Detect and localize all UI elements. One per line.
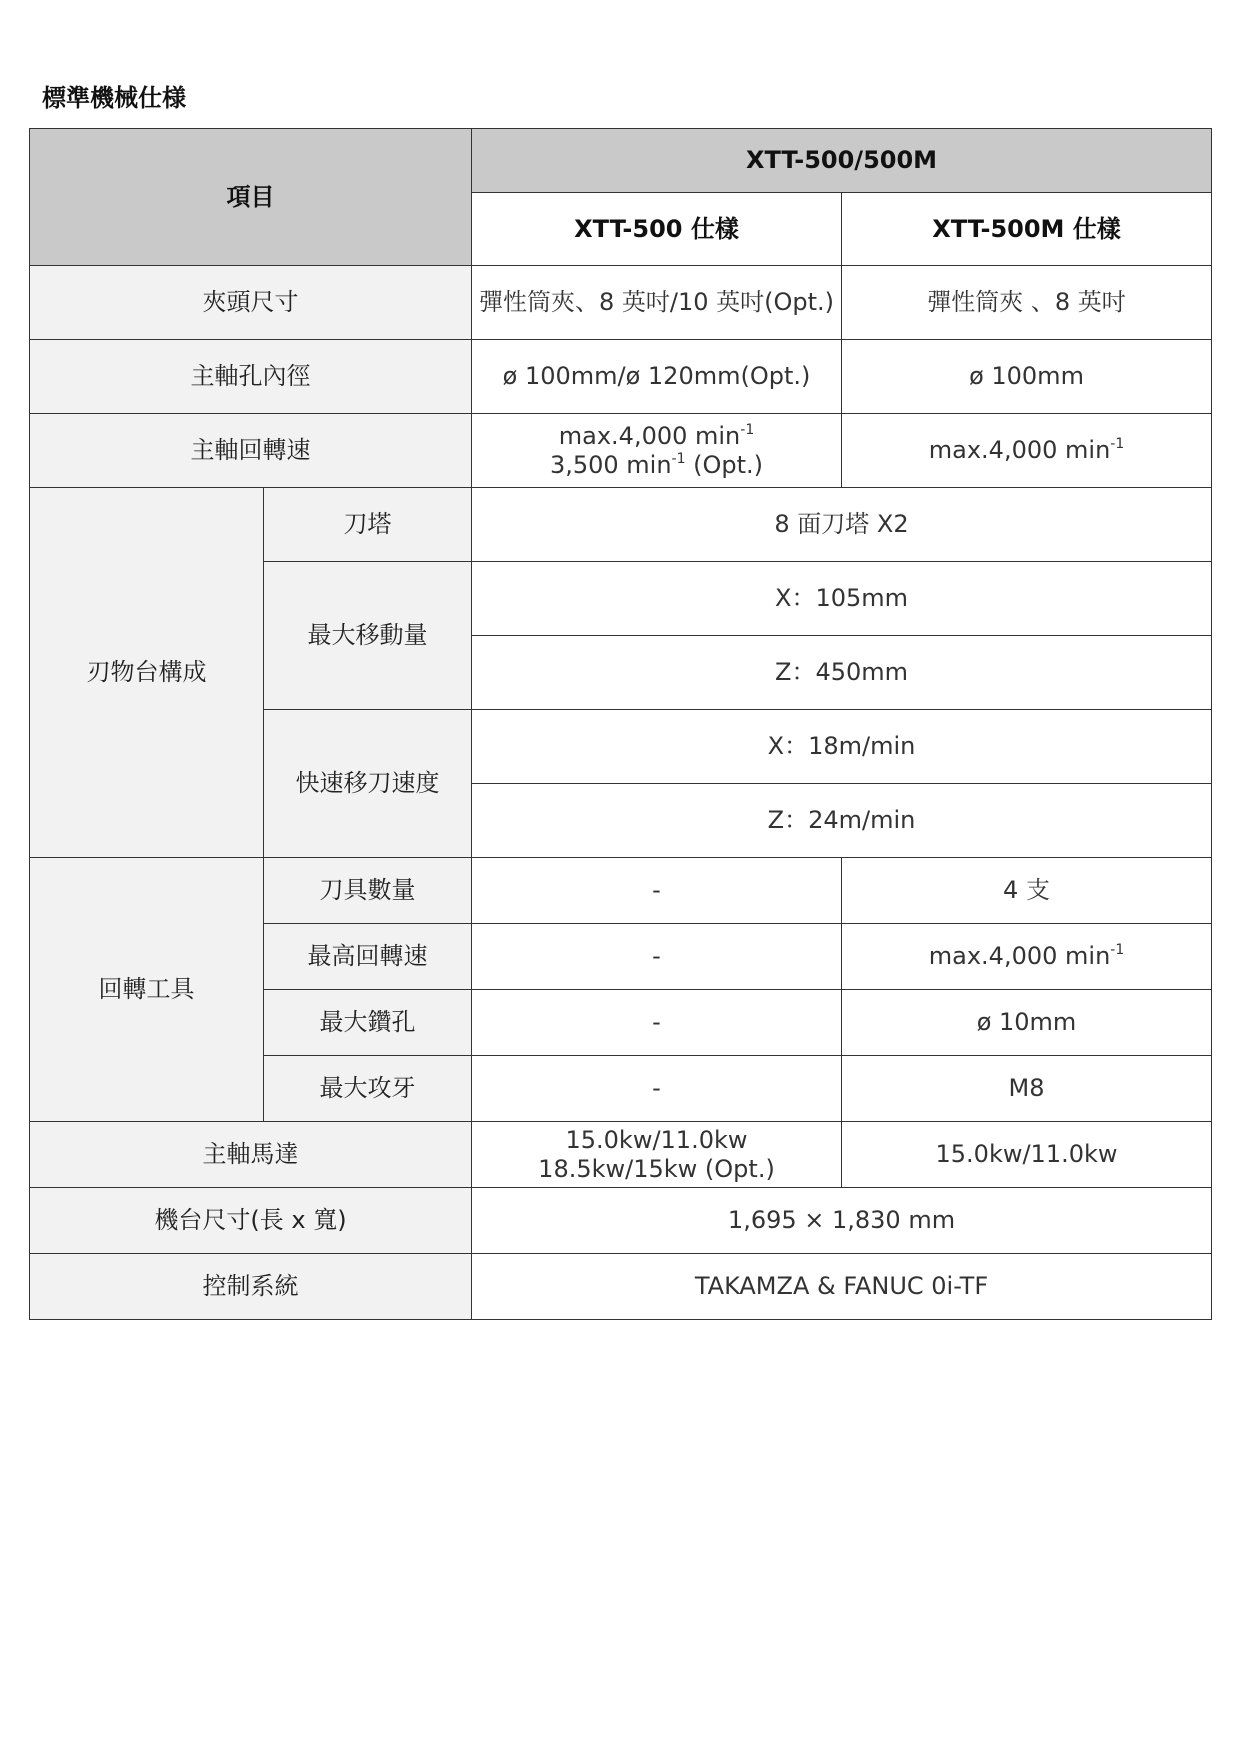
value-text: max.4,000 min — [928, 436, 1111, 465]
sub-label: 刀塔 — [264, 488, 472, 562]
sub-label: 快速移刀速度 — [264, 710, 472, 858]
table-row — [30, 488, 1212, 562]
live-tool-b-value: 4 支 — [842, 858, 1212, 924]
page-title: 標準機械仕様 — [42, 84, 186, 112]
chuck-b-value: 彈性筒夾 、8 英吋 — [842, 266, 1212, 340]
value-text: max.4,000 min — [558, 421, 741, 450]
spec-table — [29, 128, 1212, 1320]
spindle-speed-b-value — [842, 414, 1212, 488]
live-tool-a-value: - — [472, 1056, 842, 1122]
item-header: 項目 — [30, 129, 472, 266]
superscript: -1 — [1110, 436, 1125, 453]
sub-label: 最高回轉速 — [264, 924, 472, 990]
group-label: 回轉工具 — [30, 858, 264, 1122]
rapid-z-value: Z：24m/min — [472, 784, 1212, 858]
turret-value: 8 面刀塔 X2 — [472, 488, 1212, 562]
row-label: 主軸馬達 — [30, 1122, 472, 1188]
superscript: -1 — [740, 421, 755, 438]
superscript: -1 — [671, 450, 686, 467]
row-label: 夾頭尺寸 — [30, 266, 472, 340]
spindle-motor-b-value: 15.0kw/11.0kw — [842, 1122, 1212, 1188]
value-text: (Opt.) — [685, 450, 764, 479]
spindle-bore-a-value: ø 100mm/ø 120mm(Opt.) — [472, 340, 842, 414]
spindle-motor-a-value — [472, 1122, 842, 1188]
sub-label: 最大移動量 — [264, 562, 472, 710]
row-label: 主軸回轉速 — [30, 414, 472, 488]
table-row — [30, 1188, 1212, 1254]
sub-label: 最大攻牙 — [264, 1056, 472, 1122]
table-row — [30, 858, 1212, 924]
spindle-speed-a-line1 — [476, 422, 837, 451]
table-row — [30, 266, 1212, 340]
group-label: 刃物台構成 — [30, 488, 264, 858]
value-text: 15.0kw/11.0kw — [565, 1125, 748, 1154]
row-label: 主軸孔內徑 — [30, 340, 472, 414]
value-text: 18.5kw/15kw (Opt.) — [538, 1154, 775, 1183]
table-row — [30, 1254, 1212, 1320]
spec-a-header: XTT-500 仕樣 — [472, 193, 842, 266]
live-tool-a-value: - — [472, 858, 842, 924]
spindle-speed-a-value — [472, 414, 842, 488]
table-row — [30, 1122, 1212, 1188]
control-value: TAKAMZA & FANUC 0i-TF — [472, 1254, 1212, 1320]
row-label: 機台尺寸(長 x 寬) — [30, 1188, 472, 1254]
travel-x-value: X：105mm — [472, 562, 1212, 636]
superscript: -1 — [1110, 942, 1125, 959]
travel-z-value: Z：450mm — [472, 636, 1212, 710]
sub-label: 最大鑽孔 — [264, 990, 472, 1056]
spindle-speed-a-line2 — [476, 451, 837, 480]
chuck-a-value: 彈性筒夾、8 英吋/10 英吋(Opt.) — [472, 266, 842, 340]
live-tool-a-value: - — [472, 990, 842, 1056]
spindle-bore-b-value: ø 100mm — [842, 340, 1212, 414]
live-tool-b-value: ø 10mm — [842, 990, 1212, 1056]
table-row — [30, 340, 1212, 414]
machine-size-value: 1,695 × 1,830 mm — [472, 1188, 1212, 1254]
value-text: 3,500 min — [549, 450, 672, 479]
row-label: 控制系統 — [30, 1254, 472, 1320]
spec-b-header: XTT-500M 仕樣 — [842, 193, 1212, 266]
value-text: max.4,000 min — [928, 942, 1111, 971]
live-tool-a-value: - — [472, 924, 842, 990]
header-row — [30, 129, 1212, 193]
sub-label: 刀具數量 — [264, 858, 472, 924]
model-group-header: XTT-500/500M — [472, 129, 1212, 193]
rapid-x-value: X：18m/min — [472, 710, 1212, 784]
table-row — [30, 414, 1212, 488]
live-tool-b-value: M8 — [842, 1056, 1212, 1122]
live-tool-b-value — [842, 924, 1212, 990]
